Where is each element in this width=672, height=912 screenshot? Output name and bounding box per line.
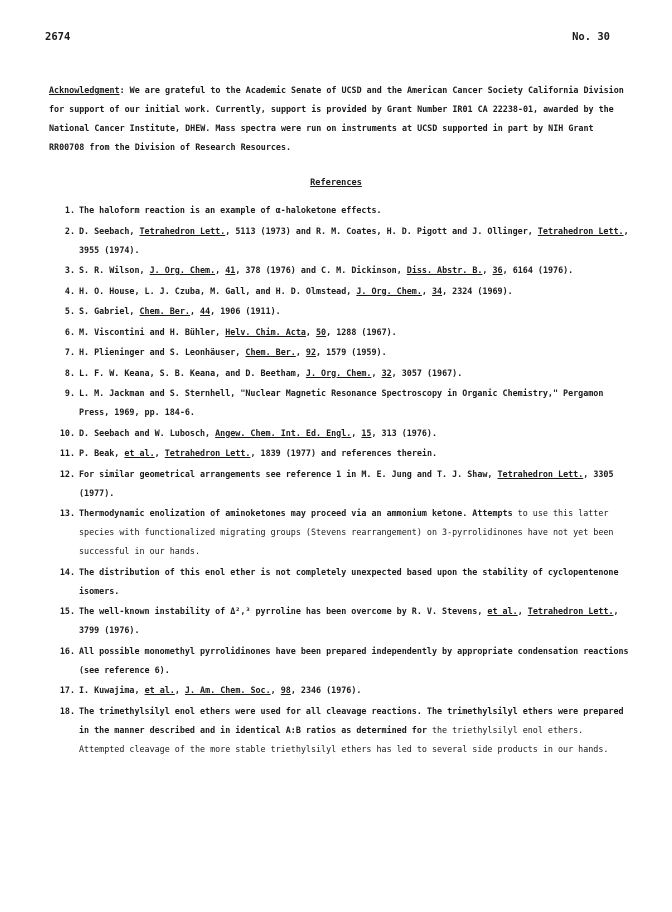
citation-underlined: Helv. Chim. Acta [225, 326, 306, 337]
reference-text [77, 323, 633, 342]
reference-text [77, 201, 633, 220]
reference-text [77, 343, 633, 362]
reference-text [77, 702, 633, 759]
acknowledgment-text: : We are grateful to the Academic Senate of UCSD and the American Cancer Society California Division for support of our initial work. Currently, support is provided by Grant Number IR01 CA 22238-01, awarded by the National Cancer Institute, DHEW. Mass spectra were run on instruments at UCSD supported in part by NIH Grant RR00708 from the Division of Research Resources. [49, 85, 624, 152]
reference-fragment: The well-known instability of Δ²,³ pyrroline has been overcome by R. V. Stevens, [79, 606, 488, 616]
reference-text [77, 444, 633, 463]
references-list [49, 201, 633, 760]
citation-underlined: et al. [124, 448, 155, 458]
reference-text [77, 364, 633, 383]
reference-text [77, 602, 633, 640]
reference-fragment: the triethylsilyl enol ethers. Attempted cleavage of the more stable triethylsilyl ethers has led to several side products in our hands. [79, 724, 609, 754]
citation-underlined: 34 [431, 285, 443, 296]
citation-underlined: 50 [316, 326, 327, 337]
reference-number: 7. [64, 347, 75, 357]
reference-fragment: H. O. House, L. J. Czuba, M. Gall, and H. D. Olmstead, [79, 285, 357, 296]
citation-underlined: Tetrahedron Lett. [164, 448, 251, 458]
reference-item [49, 681, 633, 700]
reference-fragment: For similar geometrical arrangements see reference 1 in M. E. Jung and T. J. Shaw, [79, 468, 498, 479]
reference-text [77, 282, 633, 301]
reference-item [49, 201, 633, 220]
reference-fragment: All possible monomethyl pyrrolidinones have been prepared independently by appropriate condensation reactions (see reference 6). [79, 645, 629, 675]
reference-fragment: , 3305 (1977). [79, 468, 614, 498]
reference-number: 11. [59, 448, 75, 458]
reference-item [49, 343, 633, 362]
reference-number: 2. [64, 225, 75, 236]
citation-underlined: 41 [225, 265, 236, 275]
reference-fragment: , 3057 (1967). [391, 367, 463, 378]
acknowledgment-paragraph [49, 81, 629, 157]
reference-item [49, 302, 633, 321]
reference-text [77, 222, 633, 260]
reference-number: 18. [59, 705, 75, 716]
citation-underlined: 36 [492, 265, 503, 275]
references-heading: References [310, 178, 362, 188]
reference-fragment: , [174, 685, 185, 695]
citation-underlined: 32 [381, 367, 392, 378]
citation-underlined: 98 [280, 685, 291, 695]
citation-underlined: Tetrahedron Lett. [497, 468, 584, 479]
reference-fragment: to use this latter species with functionalized migrating groups (Stevens rearrangement) on 3-pyrrolidinones have not yet been successful in our hands. [79, 508, 614, 556]
reference-fragment: , [154, 448, 165, 458]
citation-underlined: J. Org. Chem. [356, 285, 422, 296]
reference-text [77, 642, 633, 680]
issue-number: No. 30 [572, 31, 610, 43]
reference-fragment: D. Seebach and W. Lubosch, [79, 427, 216, 438]
reference-text [77, 261, 633, 280]
reference-item [49, 282, 633, 301]
reference-fragment: L. M. Jackman and S. Sternhell, "Nuclear Magnetic Resonance Spectroscopy in Organic Chemistry," Pergamon Press, 1969, pp. 184-6. [79, 388, 604, 417]
reference-fragment: , [371, 367, 382, 378]
reference-number: 5. [64, 306, 75, 316]
reference-number: 12. [59, 468, 75, 479]
reference-text [77, 384, 633, 422]
reference-text [77, 504, 633, 561]
reference-fragment: P. Beak, [79, 448, 125, 458]
reference-item [49, 222, 633, 260]
reference-fragment: , [517, 606, 528, 616]
reference-fragment: The trimethylsilyl enol ethers were used for all cleavage reactions. The trimethylsilyl ethers were prepared in the manner described and in identical A:B ratios as determined for [79, 705, 624, 735]
reference-fragment: , 313 (1976). [371, 427, 438, 438]
reference-fragment: , [215, 265, 226, 275]
reference-fragment: , 3955 (1974). [79, 225, 629, 255]
reference-item [49, 602, 633, 640]
reference-item [49, 384, 633, 422]
citation-underlined: 44 [200, 306, 211, 316]
reference-fragment: , [482, 265, 493, 275]
reference-fragment: S. R. Wilson, [79, 265, 150, 275]
citation-underlined: 92 [305, 347, 317, 357]
citation-underlined: Tetrahedron Lett. [537, 225, 624, 236]
citation-underlined: J. Am. Chem. Soc. [184, 685, 271, 695]
reference-fragment: Thermodynamic enolization of aminoketones may proceed via an ammonium ketone. Attempts [79, 508, 518, 518]
reference-number: 6. [64, 326, 75, 337]
citation-underlined: Tetrahedron Lett. [527, 606, 614, 616]
reference-fragment: H. Plieninger and S. Leonhäuser, [79, 347, 246, 357]
reference-text [77, 302, 633, 321]
reference-item [49, 444, 633, 463]
reference-item [49, 702, 633, 759]
reference-item [49, 504, 633, 561]
reference-fragment: M. Viscontini and H. Bühler, [79, 326, 226, 337]
reference-fragment: , [421, 285, 432, 296]
reference-number: 15. [59, 606, 75, 616]
reference-fragment: , [270, 685, 281, 695]
reference-item [49, 261, 633, 280]
reference-fragment: , 1579 (1959). [316, 347, 387, 357]
reference-fragment: , 1906 (1911). [210, 306, 281, 316]
reference-number: 3. [64, 265, 75, 275]
reference-number: 17. [59, 685, 75, 695]
reference-text [77, 465, 633, 503]
citation-underlined: Angew. Chem. Int. Ed. Engl. [215, 427, 352, 438]
reference-item [49, 424, 633, 443]
reference-text [77, 424, 633, 443]
citation-underlined: J. Org. Chem. [305, 367, 372, 378]
reference-fragment: The haloform reaction is an example of α-haloketone effects. [79, 205, 382, 215]
reference-number: 16. [59, 645, 75, 656]
reference-number: 14. [59, 566, 75, 577]
citation-underlined: 15 [361, 427, 372, 438]
reference-text [77, 563, 633, 601]
citation-underlined: J. Org. Chem. [149, 265, 216, 275]
citation-underlined: Tetrahedron Lett. [139, 225, 226, 236]
reference-fragment: , 6164 (1976). [502, 265, 574, 275]
reference-number: 13. [59, 508, 75, 518]
reference-fragment: , 1839 (1977) and references therein. [250, 448, 438, 458]
reference-fragment: , 5113 (1973) and R. M. Coates, H. D. Pigott and J. Ollinger, [225, 225, 538, 236]
reference-fragment: , 3799 (1976). [79, 606, 619, 635]
reference-fragment: I. Kuwajima, [79, 685, 145, 695]
citation-underlined: Diss. Abstr. B. [406, 265, 483, 275]
reference-text [77, 681, 633, 700]
citation-underlined: Chem. Ber. [245, 347, 296, 357]
reference-fragment: L. F. W. Keana, S. B. Keana, and D. Beetham, [79, 367, 306, 378]
reference-fragment: D. Seebach, [79, 225, 140, 236]
reference-item [49, 563, 633, 601]
reference-fragment: , [305, 326, 317, 337]
reference-fragment: S. Gabriel, [79, 306, 140, 316]
reference-item [49, 465, 633, 503]
reference-item [49, 323, 633, 342]
citation-underlined: et al. [487, 606, 518, 616]
citation-underlined: et al. [144, 685, 175, 695]
reference-fragment: , 2324 (1969). [442, 285, 513, 296]
reference-number: 4. [64, 285, 75, 296]
citation-underlined: Chem. Ber. [139, 306, 190, 316]
reference-item [49, 364, 633, 383]
page-number: 2674 [45, 31, 71, 43]
reference-number: 9. [64, 388, 75, 398]
reference-number: 8. [64, 367, 75, 378]
acknowledgment-label: Acknowledgment [49, 85, 120, 95]
reference-fragment: , 378 (1976) and C. M. Dickinson, [235, 265, 407, 275]
reference-fragment: , 1288 (1967). [326, 326, 397, 337]
reference-fragment: The distribution of this enol ether is not completely unexpected based upon the stability of cyclopentenone isomers. [79, 566, 619, 596]
reference-fragment: , [295, 347, 306, 357]
reference-fragment: , [189, 306, 201, 316]
reference-item [49, 642, 633, 680]
reference-number: 1. [64, 205, 75, 215]
reference-fragment: , [351, 427, 362, 438]
reference-number: 10. [59, 427, 75, 438]
reference-fragment: , 2346 (1976). [290, 685, 362, 695]
